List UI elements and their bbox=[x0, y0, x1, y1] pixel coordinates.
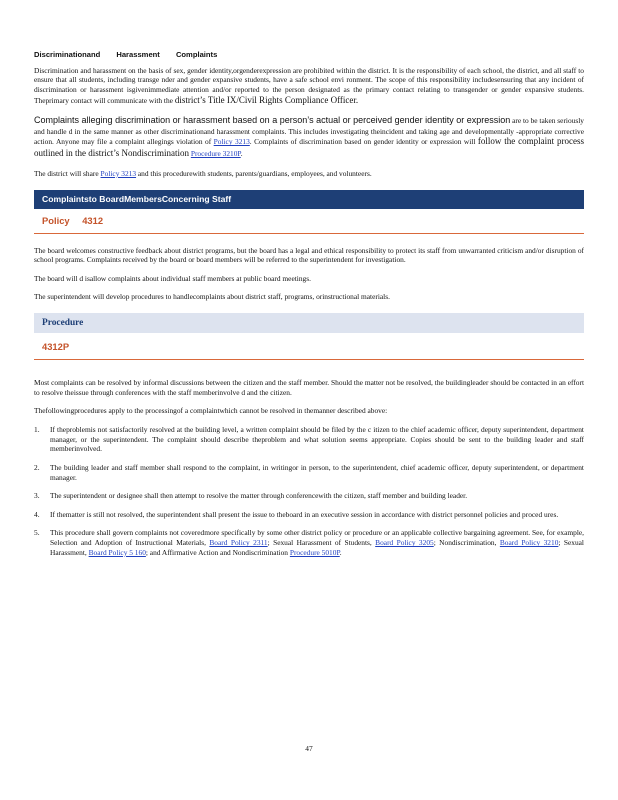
list-text-part: ; Sexual Harassment of Students, bbox=[267, 538, 372, 548]
policy-heading bbox=[34, 209, 584, 233]
list-number: 1. bbox=[34, 425, 40, 435]
paragraph-text: . Complaints of discrimination based on gender identity or expression will bbox=[249, 137, 476, 147]
list-text-part: This procedure shall govern complaints not coveredmore specifically by some other district policy or procedure or an applicable collective bargaining agreement. See, for example, Selection and Adoption of Instructional Materials, bbox=[50, 528, 584, 548]
paragraph-text: The district will share bbox=[34, 168, 99, 178]
paragraph-text-large: Complaints alleging discrimination or harassment based on a person’s actual or perceived gender identity or expression bbox=[34, 115, 511, 126]
paragraph-following: Thefollowingprocedures apply to the processingof a complaintwhich cannot be resolved in themanner described above: bbox=[34, 406, 388, 416]
board-policy-5160-link[interactable]: Board Policy 5 160 bbox=[88, 547, 146, 557]
paragraph-discrimination bbox=[34, 66, 584, 107]
paragraph-disallow: The board will d isallow complaints about individual staff members at public board meetings. bbox=[34, 273, 311, 283]
policy-3213-link[interactable]: Policy 3213 bbox=[213, 137, 250, 147]
list-text: If thematter is still not resolved, the superintendent shall present the issue to theboard in an executive session in accordance with district personnel policies and proced ures. bbox=[50, 509, 559, 519]
page-number: 47 bbox=[305, 744, 313, 753]
board-policy-3210-link[interactable]: Board Policy 3210 bbox=[499, 538, 559, 548]
list-item bbox=[34, 491, 584, 501]
policy-title: Policy 4312 bbox=[42, 215, 104, 227]
list-text: The building leader and staff member shall respond to the complaint, in writingor in person, to the superintendent, chief academic officer, deputy superintendent, or department manager. bbox=[50, 462, 584, 482]
board-policy-2311-link[interactable]: Board Policy 2311 bbox=[209, 538, 268, 548]
procedure-list bbox=[34, 425, 584, 557]
list-number: 5. bbox=[34, 528, 40, 538]
list-text: If theproblemis not satisfactorily resolved at the building level, a written complaint should be filed by the c itizen to the chief academic officer, deputy superintendent, department manager, or the superintendent. The complaint should describe theproblem and what solution seems appropriate. Copies should be sent to the building leader and staff memberinvolved. bbox=[50, 425, 584, 454]
paragraph-share bbox=[34, 169, 584, 179]
list-text-part: . bbox=[339, 547, 342, 557]
list-number: 2. bbox=[34, 462, 40, 472]
paragraph-text: and this procedurewith students, parents/guardians, employees, and volunteers. bbox=[137, 168, 372, 178]
policy-3213-link[interactable]: Policy 3213 bbox=[100, 168, 137, 178]
list-number: 4. bbox=[34, 509, 40, 519]
list-text-part: ; and Affirmative Action and Nondiscrimination bbox=[145, 547, 288, 557]
list-item bbox=[34, 510, 584, 520]
procedure-3210p-link[interactable]: Procedure 3210P bbox=[190, 148, 241, 158]
list-item bbox=[34, 463, 584, 482]
procedure-5010p-link[interactable]: Procedure 5010P bbox=[289, 547, 340, 557]
paragraph-text: Discrimination and harassment on the basis of sex, gender identity,orgenderexpression are prohibited within the district. It is the responsibility of each school, the district, and all staff to ensure that all students, including transge nder and gender expansive students, have a safe school envi ronment. The scope of this responsibility includesensuring that any incident of discrimination or harassment isgivenimmediate attention and/or reported to the person designated as the primary contact relating to transgender or gender expansive students. Theprimary contact will communicate with the bbox=[34, 65, 584, 105]
list-text bbox=[50, 528, 584, 557]
section-heading: Discriminationand Harassment Complaints bbox=[34, 50, 218, 59]
list-text-part: ; Nondiscrimination, bbox=[433, 538, 497, 548]
paragraph-text-large: follow the complaint process outlined in the district’s Nondiscrimination bbox=[34, 136, 584, 158]
list-text: The superintendent or designee shall then attempt to resolve the matter through conferencewith the citizen, staff member and building leader. bbox=[50, 491, 468, 501]
paragraph-text: are to be taken seriously and handle d in the same manner as other discriminationand harassment complaints. This includes investigating theincident and taking age and developmentally -appropriate corrective action. Anyone may file a complaint allegings violation of bbox=[34, 116, 584, 147]
board-policy-3205-link[interactable]: Board Policy 3205 bbox=[375, 538, 434, 548]
list-number: 3. bbox=[34, 491, 40, 501]
paragraph-informal: Most complaints can be resolved by informal discussions between the citizen and the staff member. Should the matter not be resolved, the buildingleader should be contacted in an effort to resolve theissue through conferences with the staff memberinvolve d and the citizen. bbox=[34, 378, 584, 397]
procedure-heading bbox=[34, 333, 584, 360]
paragraph-superintendent: The superintendent will develop procedures to handlecomplaints about district staff, programs, orinstructional materials. bbox=[34, 292, 390, 302]
procedure-band bbox=[34, 313, 584, 333]
paragraph-text: . bbox=[240, 148, 243, 158]
list-item bbox=[34, 425, 584, 454]
paragraph-complaints bbox=[34, 115, 584, 159]
procedure-number: 4312P bbox=[42, 341, 70, 353]
section-banner: Complaintsto BoardMembersConcerning Staff bbox=[34, 190, 584, 209]
list-text-part: ; Sexual Harassment, bbox=[50, 538, 584, 557]
procedure-label: Procedure bbox=[42, 318, 84, 329]
list-item bbox=[34, 528, 584, 557]
paragraph-board: The board welcomes constructive feedback about district programs, but the board has a legal and ethical responsibility to protect its staff from unwarranted criticism and/or disruption of school programs. Complaints received by the board or board members will be referred to the superintendent for investigation. bbox=[34, 245, 584, 265]
paragraph-text-large: district’s Title IX/Civil Rights Compliance Officer. bbox=[174, 94, 359, 105]
